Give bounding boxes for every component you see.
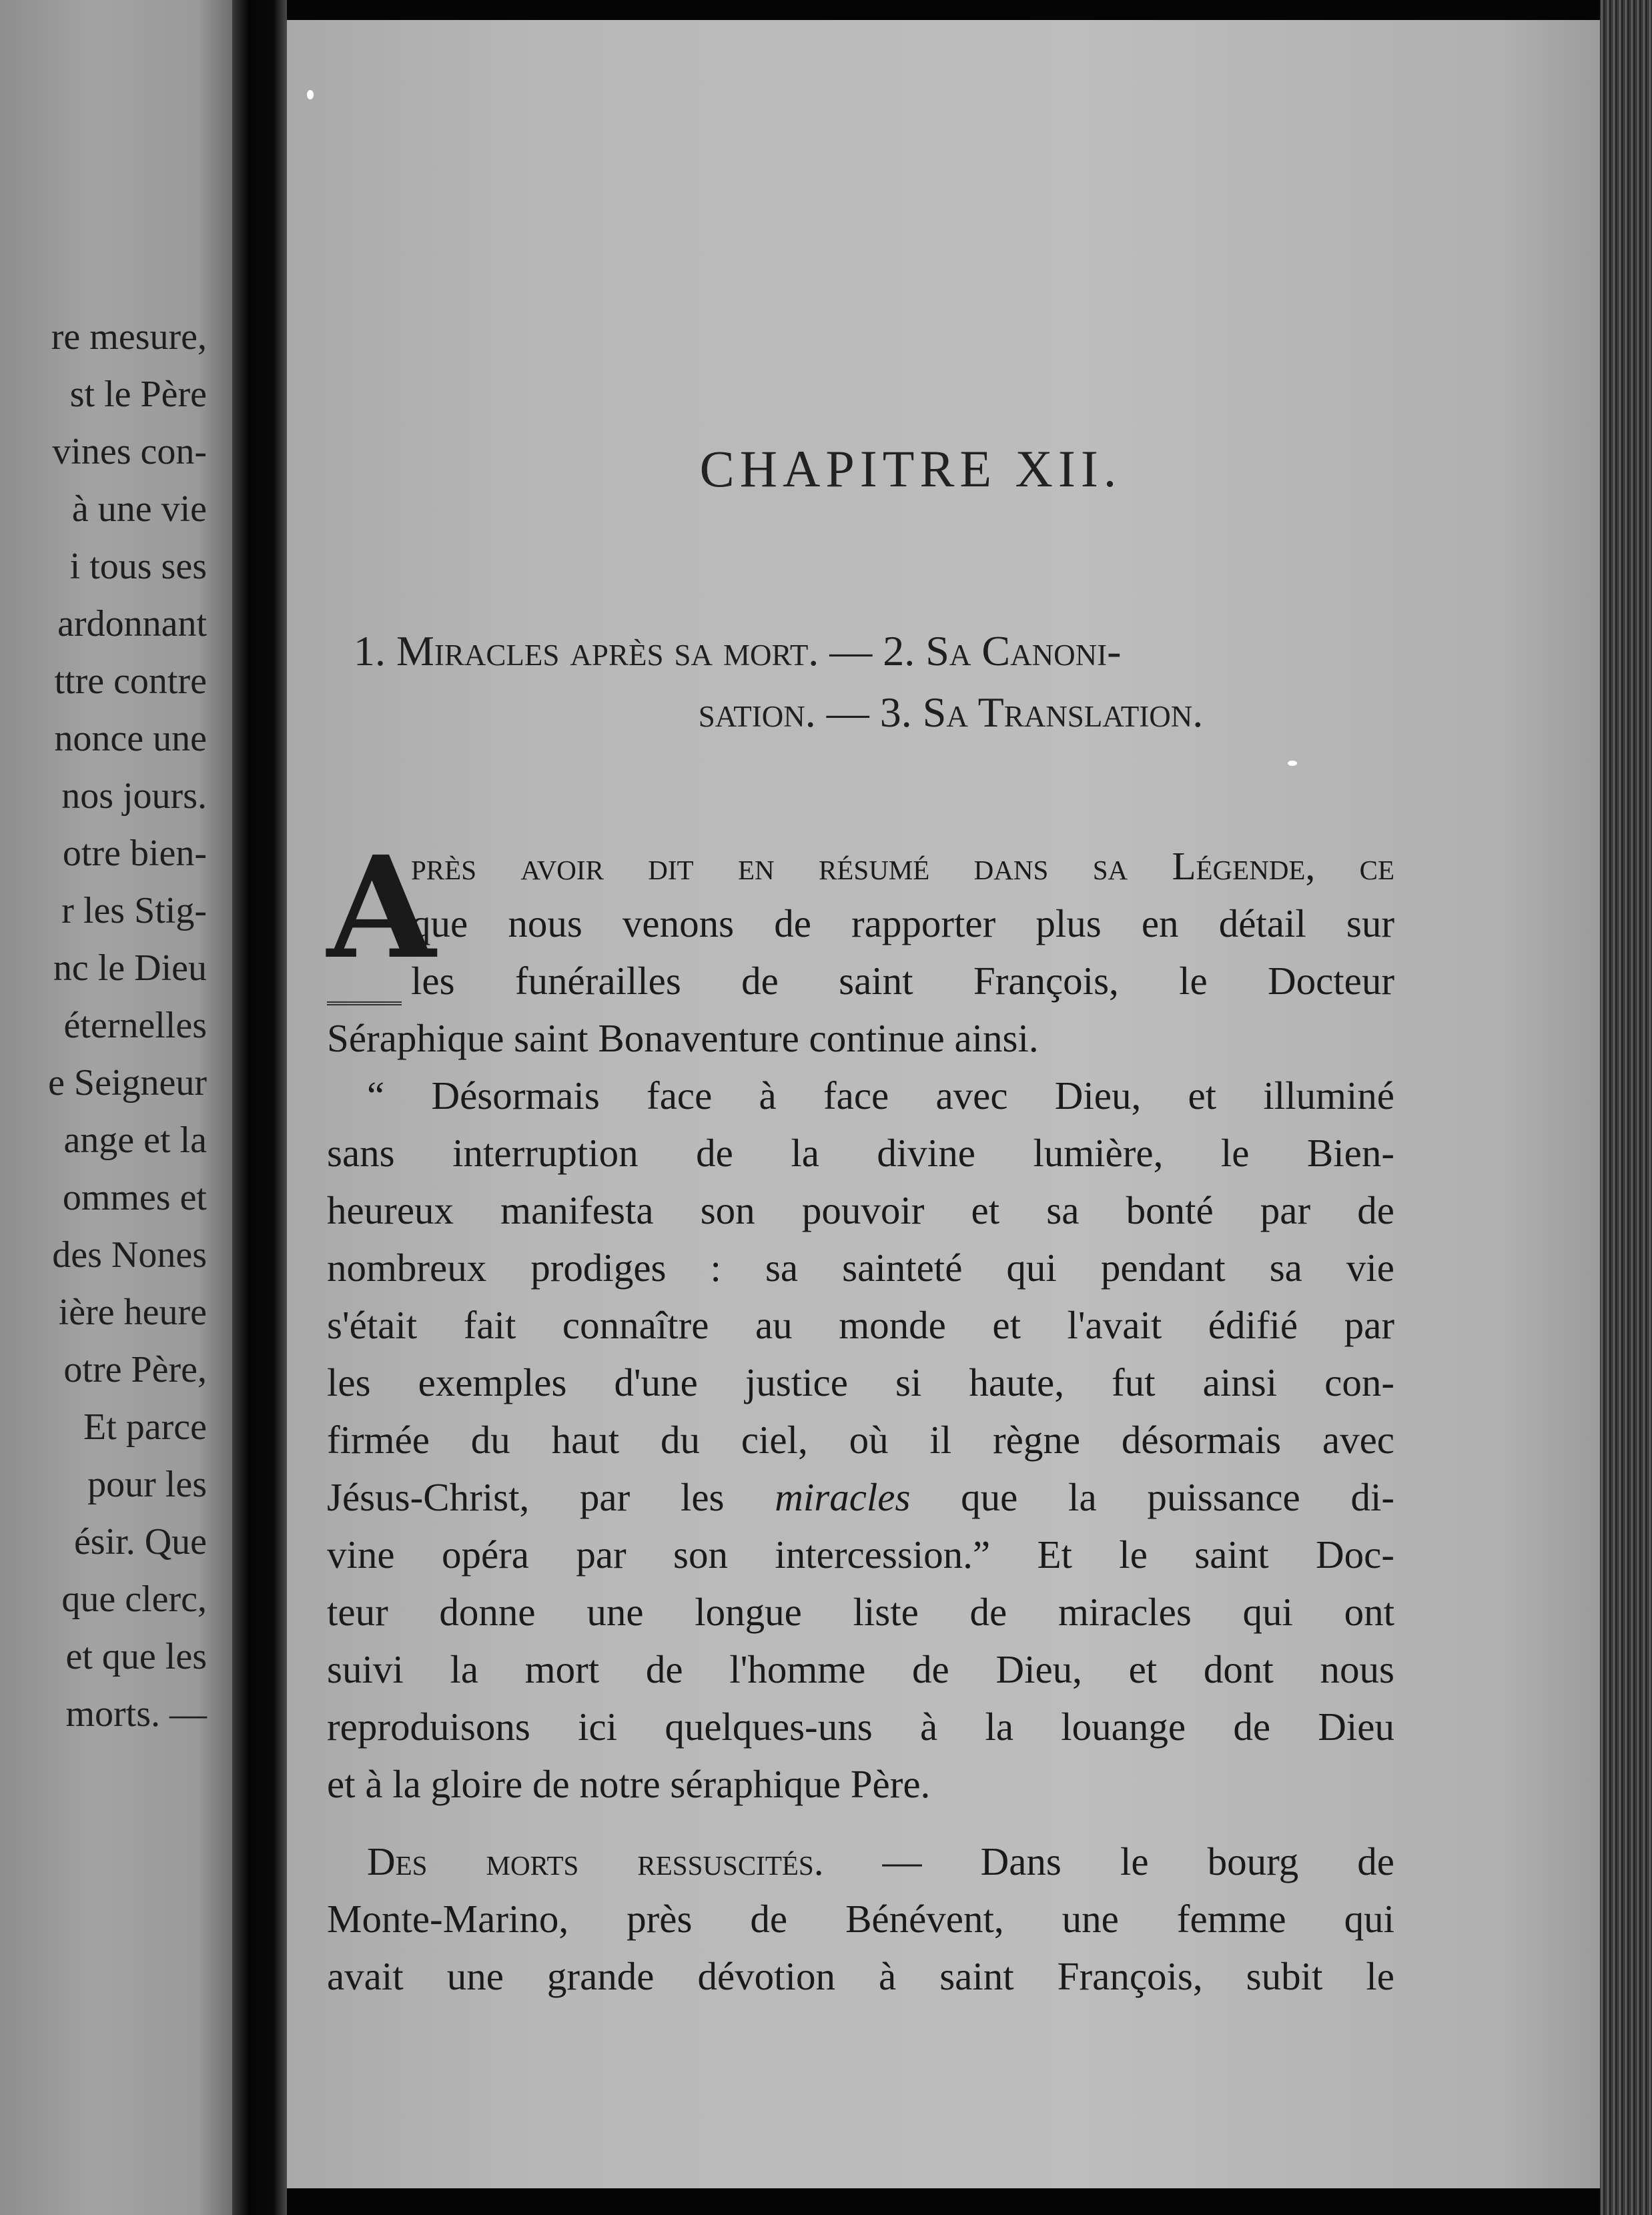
text-line: que nous venons de rapporter plus en détail sur <box>411 901 1394 945</box>
text-line: Monte-Marino, près de Bénévent, une femme qui <box>327 1897 1394 1941</box>
text-line: les funérailles de saint François, le Docteur <box>411 959 1394 1003</box>
left-line: ttre contre <box>54 660 207 702</box>
right-page <box>287 20 1608 2188</box>
left-line: éternelles <box>63 1005 207 1046</box>
left-page <box>0 0 232 2215</box>
text-line: nombreux prodiges : sa sainteté qui pendant sa vie <box>327 1246 1394 1290</box>
left-line: r les Stig- <box>61 890 207 931</box>
text-span: Jésus-Christ, par les <box>327 1475 775 1519</box>
page-blemish <box>1288 761 1297 766</box>
text-line: suivi la mort de l'homme de Dieu, et dont nous <box>327 1647 1394 1691</box>
text-line: reproduisons ici quelques-uns à la louange de Dieu <box>327 1705 1394 1749</box>
chapter-body <box>327 825 1394 2005</box>
left-line: ière heure <box>58 1292 207 1333</box>
left-line: morts. — <box>65 1693 207 1735</box>
book-gutter <box>232 0 287 2215</box>
left-line: des Nones <box>52 1234 207 1276</box>
left-line: ommes et <box>62 1177 207 1218</box>
text-line: les exemples d'une justice si haute, fut ainsi con- <box>327 1360 1394 1404</box>
text-line: firmée du haut du ciel, où il règne désormais avec <box>327 1418 1394 1462</box>
text-line: Séraphique saint Bonaventure continue ainsi. <box>327 1016 1039 1060</box>
left-line: pour les <box>87 1464 207 1505</box>
text-line: avait une grande dévotion à saint François, subit le <box>327 1954 1394 1998</box>
summary-line: 1. Miracles après sa mort. — 2. Sa Canoni- <box>354 627 1122 675</box>
left-line: nonce une <box>54 718 207 759</box>
chapter-title: CHAPITRE XII. <box>699 440 1122 498</box>
text-line: heureux manifesta son pouvoir et sa bonté par de <box>327 1188 1394 1232</box>
text-span: — Dans le bourg de <box>823 1839 1394 1883</box>
text-line: vine opéra par son intercession.” Et le saint Doc- <box>327 1532 1394 1577</box>
left-line: nos jours. <box>61 775 207 817</box>
text-line <box>327 837 1394 895</box>
left-line: re mesure, <box>51 316 207 358</box>
left-line: i tous ses <box>69 546 207 587</box>
section-heading: Des morts ressuscités. <box>367 1839 824 1883</box>
left-line: nc le Dieu <box>53 947 207 989</box>
left-line: otre bien- <box>62 833 207 874</box>
text-line: sans interruption de la divine lumière, le Bien- <box>327 1131 1394 1175</box>
ornamental-dropcap: A <box>327 841 402 1005</box>
summary-line: sation. — 3. Sa Translation. <box>698 689 1204 736</box>
left-line: e Seigneur <box>48 1062 207 1103</box>
italic-word: miracles <box>775 1475 911 1519</box>
left-line: Et parce <box>83 1406 207 1448</box>
text-line: “ Désormais face à face avec Dieu, et illuminé <box>367 1073 1394 1118</box>
text-line <box>327 1468 1394 1526</box>
left-line: ésir. Que <box>73 1521 207 1563</box>
left-line: otre Père, <box>63 1349 207 1390</box>
page-edges <box>1600 0 1652 2215</box>
left-line: vines con- <box>52 431 207 472</box>
left-line: à une vie <box>71 488 207 530</box>
text-span: près avoir dit en résumé dans sa Légende, ce <box>411 844 1394 888</box>
page-blemish <box>307 90 314 99</box>
chapter-summary <box>354 620 1501 743</box>
text-line <box>327 1833 1394 1890</box>
left-line: ange et la <box>63 1120 207 1161</box>
left-line: et que les <box>65 1636 207 1677</box>
text-line: teur donne une longue liste de miracles qui ont <box>327 1590 1394 1634</box>
left-line: que clerc, <box>61 1579 207 1620</box>
left-line: ardonnant <box>57 603 207 644</box>
left-line: st le Père <box>69 374 207 415</box>
text-line: et à la gloire de notre séraphique Père. <box>327 1762 931 1806</box>
text-line: s'était fait connaître au monde et l'avait édifié par <box>327 1303 1394 1347</box>
text-span: que la puissance di- <box>910 1475 1394 1519</box>
left-page-text <box>0 308 207 1743</box>
